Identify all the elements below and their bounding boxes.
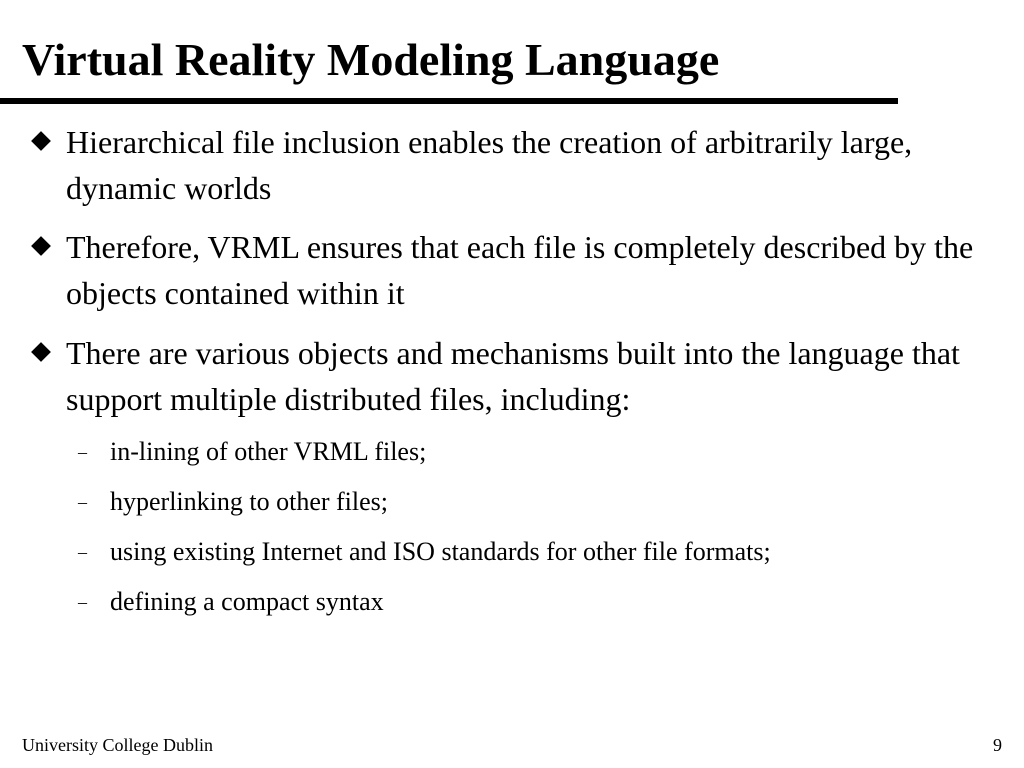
dash-bullet-icon: –	[78, 442, 87, 462]
bullet-text: Therefore, VRML ensures that each file is completely described by the objects contained within it	[66, 229, 974, 311]
sub-bullet-item	[78, 485, 1008, 519]
page-number: 9	[993, 735, 1002, 755]
footer-institution: University College Dublin	[22, 735, 213, 755]
sub-bullet-item	[78, 585, 1008, 619]
sub-bullet-item	[78, 535, 1008, 569]
sub-bullet-text: using existing Internet and ISO standards for other file formats;	[110, 537, 771, 566]
diamond-bullet-icon	[31, 131, 51, 151]
sub-bullet-text: defining a compact syntax	[110, 587, 384, 616]
diamond-bullet-icon	[31, 236, 51, 256]
diamond-bullet-icon	[31, 342, 51, 362]
bullet-item	[30, 119, 1010, 211]
slide-title: Virtual Reality Modeling Language	[22, 34, 720, 85]
sub-bullet-item	[78, 435, 1008, 469]
bullet-item	[30, 330, 1010, 422]
bullet-item	[30, 224, 1010, 316]
bullet-text: There are various objects and mechanisms built into the language that support multiple distributed files, including:	[66, 335, 960, 417]
title-underline	[0, 98, 898, 104]
bullet-text: Hierarchical file inclusion enables the creation of arbitrarily large, dynamic worlds	[66, 124, 913, 206]
dash-bullet-icon: –	[78, 592, 87, 612]
sub-bullet-text: in-lining of other VRML files;	[110, 437, 427, 466]
dash-bullet-icon: –	[78, 492, 87, 512]
dash-bullet-icon: –	[78, 542, 87, 562]
sub-bullet-text: hyperlinking to other files;	[110, 487, 389, 516]
